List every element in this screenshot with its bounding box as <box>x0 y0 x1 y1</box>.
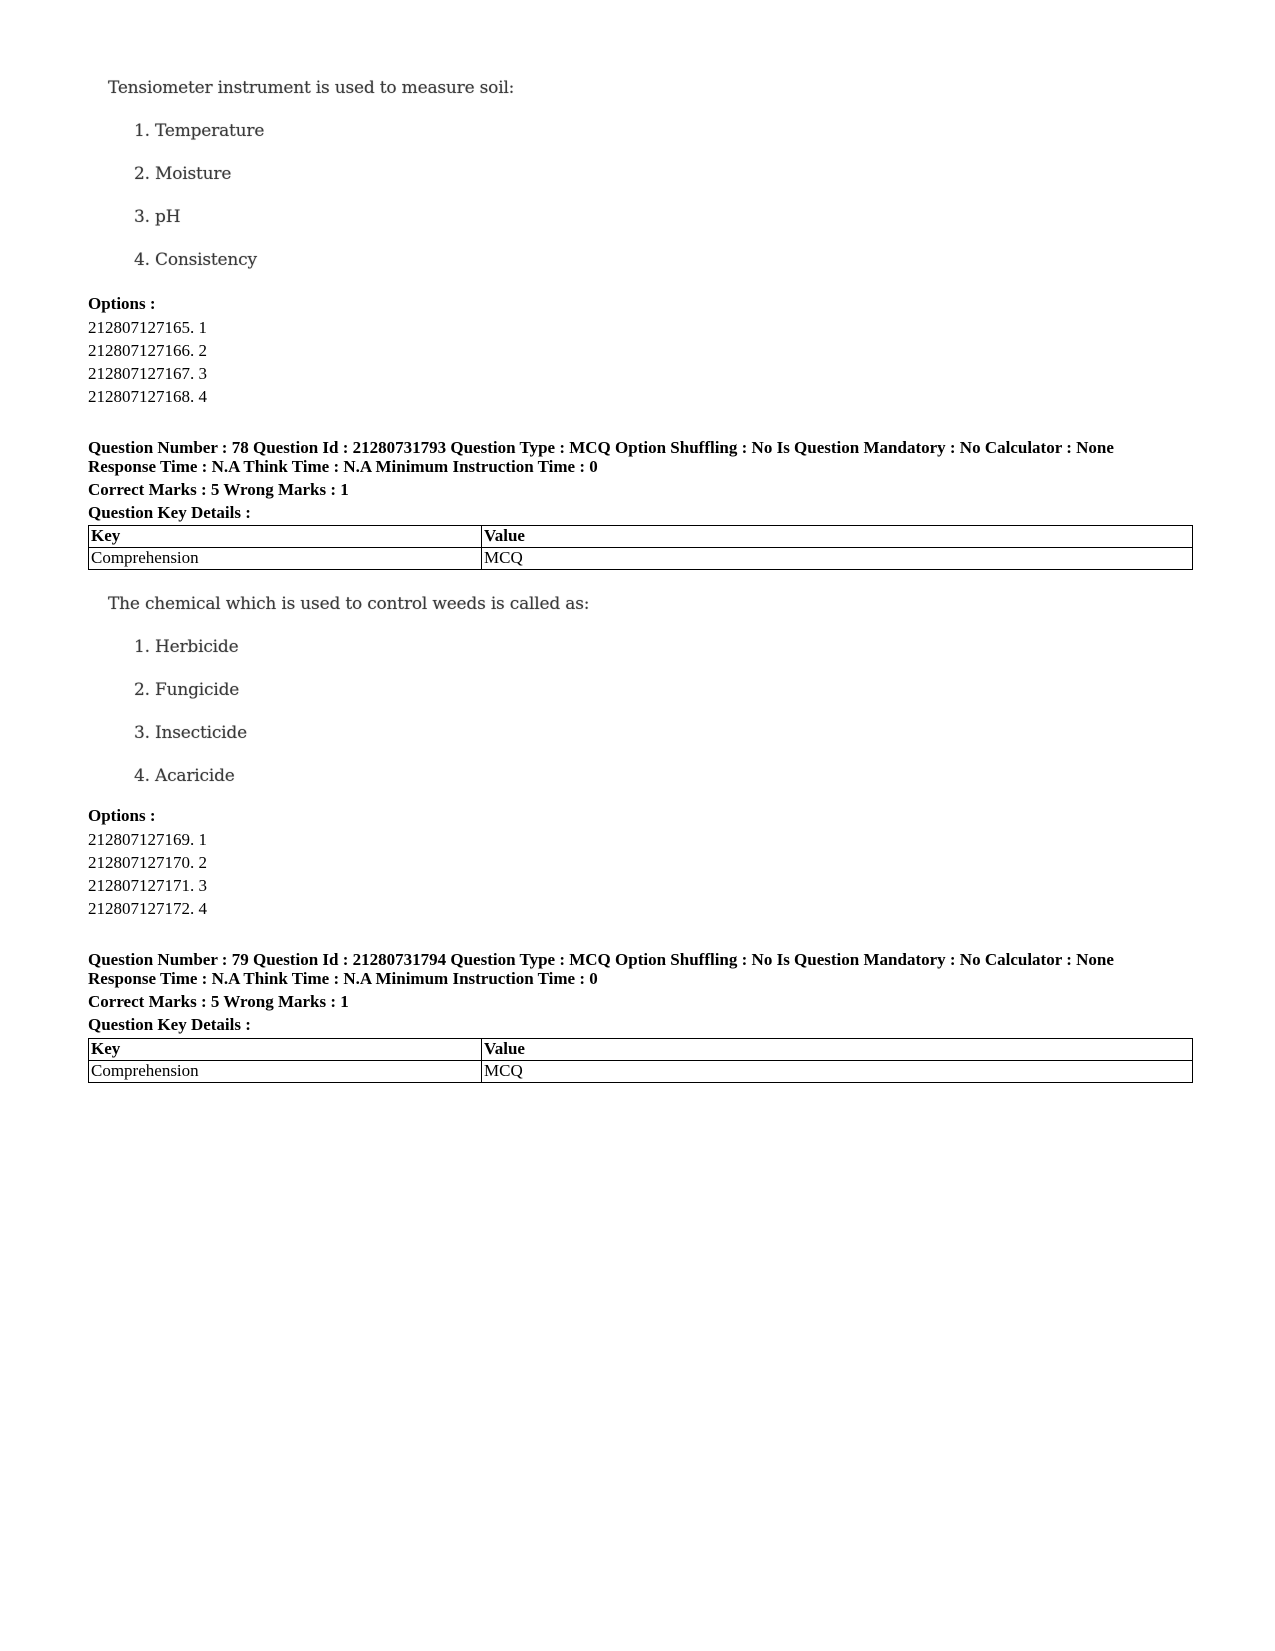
cell-value: MCQ <box>482 548 1193 570</box>
question-image-78 <box>108 594 590 786</box>
option-item: 212807127172. 4 <box>88 899 207 918</box>
options-list <box>88 316 207 408</box>
header-value: Value <box>482 526 1193 548</box>
choice-2: 2. Fungicide <box>134 680 240 700</box>
option-item: 212807127170. 2 <box>88 853 207 872</box>
question-stem: The chemical which is used to control weeds is called as: <box>108 594 590 614</box>
table-header-row <box>89 526 1193 548</box>
choice-3: 3. pH <box>134 207 181 227</box>
table-row <box>89 1061 1193 1083</box>
question-meta-line1: Question Number : 78 Question Id : 21280731793 Question Type : MCQ Option Shuffling : No Is Question Mandatory : No Calculator : None <box>88 438 1114 457</box>
option-item: 212807127169. 1 <box>88 830 207 849</box>
cell-value: MCQ <box>482 1061 1193 1083</box>
marks-line: Correct Marks : 5 Wrong Marks : 1 <box>88 992 349 1011</box>
question-image-77 <box>108 78 515 270</box>
question-meta-line2: Response Time : N.A Think Time : N.A Minimum Instruction Time : 0 <box>88 969 598 988</box>
key-details-label: Question Key Details : <box>88 503 251 522</box>
marks-line: Correct Marks : 5 Wrong Marks : 1 <box>88 480 349 499</box>
header-key: Key <box>89 526 482 548</box>
option-item: 212807127166. 2 <box>88 341 207 360</box>
key-details-label: Question Key Details : <box>88 1015 251 1034</box>
question-stem: Tensiometer instrument is used to measure soil: <box>108 78 515 98</box>
choice-4: 4. Consistency <box>134 250 257 270</box>
options-label: Options : <box>88 294 156 313</box>
option-item: 212807127167. 3 <box>88 364 207 383</box>
question-meta-line2: Response Time : N.A Think Time : N.A Minimum Instruction Time : 0 <box>88 457 598 476</box>
choice-1: 1. Herbicide <box>134 637 239 657</box>
table-row <box>89 548 1193 570</box>
cell-key: Comprehension <box>89 548 482 570</box>
header-key: Key <box>89 1039 482 1061</box>
choice-1: 1. Temperature <box>134 121 265 141</box>
key-details-table <box>88 1038 1193 1083</box>
cell-key: Comprehension <box>89 1061 482 1083</box>
choice-3: 3. Insecticide <box>134 723 247 743</box>
question-meta-line1: Question Number : 79 Question Id : 21280731794 Question Type : MCQ Option Shuffling : No Is Question Mandatory : No Calculator : None <box>88 950 1114 969</box>
option-item: 212807127168. 4 <box>88 387 207 406</box>
choice-4: 4. Acaricide <box>134 766 235 786</box>
options-list <box>88 828 207 920</box>
option-item: 212807127171. 3 <box>88 876 207 895</box>
options-label: Options : <box>88 806 156 825</box>
table-header-row <box>89 1039 1193 1061</box>
option-item: 212807127165. 1 <box>88 318 207 337</box>
header-value: Value <box>482 1039 1193 1061</box>
choice-2: 2. Moisture <box>134 164 232 184</box>
key-details-table <box>88 525 1193 570</box>
